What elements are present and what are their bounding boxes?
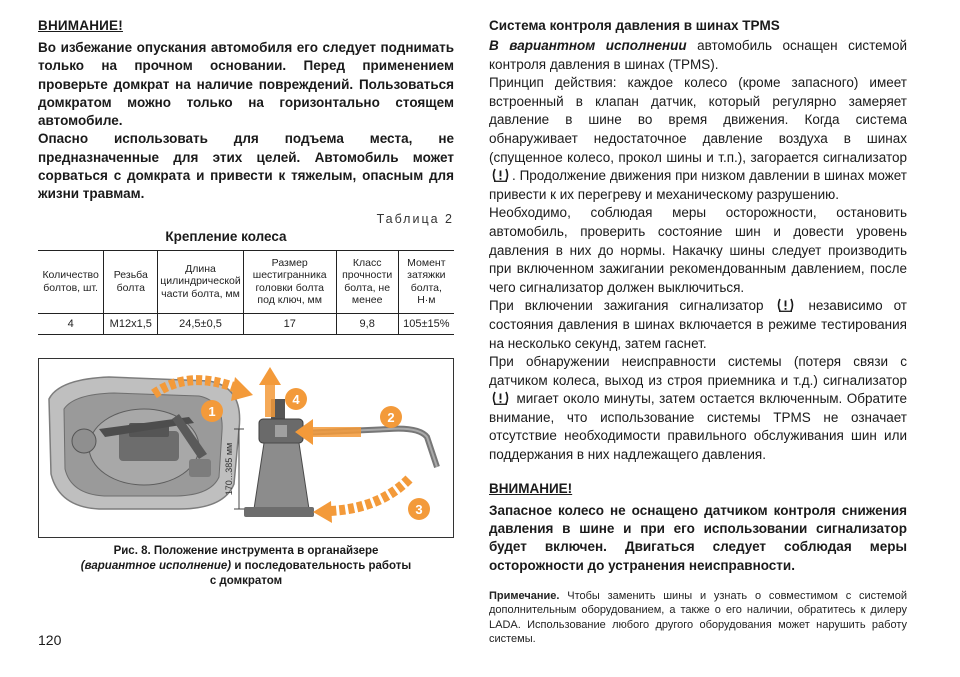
- figure-caption-rest: и последовательность работы: [231, 560, 412, 572]
- right-column: [489, 18, 907, 646]
- warning-text-right: Запасное колесо не оснащено датчиком контроля снижения давления в шине и при его использовании сигнализатор будет включен. Двигаться следует соблюдая меры осторожности до устранения неисправности.: [489, 502, 907, 573]
- table-cell: 4: [38, 313, 104, 334]
- warning-paragraph-1: Во избежание опускания автомобиля его следует поднимать только на прочном основании. Перед применением проверьте домкрат на наличие повреждений. Пользоваться домкратом можно только на горизонтально стоящем автомобиле.: [38, 40, 454, 129]
- paragraph-4: При включении зажигания сигнализатор независимо от состояния давления в шинах включается в режиме тестирования на несколько секунд, затем гаснет.: [489, 298, 907, 351]
- organizer-tray: [49, 377, 240, 509]
- note-text: Чтобы заменить шины и узнать о совместимом с системой дополнительным оборудованием, а также о его наличии, обратитесь к дилеру LADA. Использование любого другого оборудования может нарушить работу системы.: [489, 589, 907, 646]
- arrow-3: [313, 479, 430, 523]
- figure-caption-line-1: Рис. 8. Положение инструмента в органайзере: [113, 545, 379, 557]
- tire-pressure-warning-icon: [491, 391, 510, 405]
- table-title: Крепление колеса: [165, 228, 287, 244]
- callout-4: 4: [292, 392, 300, 407]
- wheel-fastening-table: [38, 250, 454, 335]
- table-cell: 105±15%: [398, 313, 454, 334]
- table-cell: M12x1,5: [104, 313, 158, 334]
- jack-illustration: [39, 359, 454, 538]
- left-column: [38, 18, 454, 335]
- table-cell: 9,8: [336, 313, 398, 334]
- jack-figure: [38, 358, 454, 538]
- table-header-cell: Резьба болта: [104, 250, 158, 313]
- table-header-cell: Длина цилиндрической части болта, мм: [158, 250, 243, 313]
- table-header-cell: Размер шестигранника головки болта под ключ, мм: [243, 250, 336, 313]
- arrow-2: [295, 406, 402, 445]
- page-number: 120: [38, 632, 62, 648]
- figure-caption-line-3: с домкратом: [209, 575, 283, 587]
- jack: [244, 399, 314, 517]
- callout-2: 2: [387, 410, 395, 425]
- warning-paragraph-2: Опасно использовать для подъема места, не предназначенные для этих целей. Автомобиль может сорваться с домкрата и привести к тяжелым, опасным для жизни травмам.: [38, 131, 454, 202]
- table-cell: 17: [243, 313, 336, 334]
- tire-pressure-warning-icon: [776, 298, 795, 312]
- table-header-row: [38, 250, 454, 313]
- figure-caption-line-2: [38, 559, 454, 574]
- tire-pressure-warning-icon: [491, 168, 510, 182]
- paragraph-2: Принцип действия: каждое колесо (кроме запасного) имеет встроенный в клапан датчик, который регулярно замеряет давление в шине во время движения. Когда система обнаруживает недостаточное давление воздуха в шинах (спущенное колесо, прокол шины и т.п.), загорается сигнализатор. Продолжение движения при низком давлении в шинах может привести к их перегреву и механическому разрушению.: [489, 75, 907, 202]
- warning-title: ВНИМАНИЕ!: [38, 18, 123, 33]
- warning-title-right: ВНИМАНИЕ!: [489, 480, 573, 496]
- table-header-cell: Количество болтов, шт.: [38, 250, 104, 313]
- note-label: Примечание.: [489, 589, 560, 602]
- callout-3: 3: [415, 502, 423, 517]
- table-header-cell: Момент затяжки болта, Н·м: [398, 250, 454, 313]
- figure-caption: [38, 544, 454, 589]
- dimension-label: 170...385 мм: [224, 442, 234, 496]
- callout-1: 1: [208, 404, 216, 419]
- paragraph-5: При обнаружении неисправности системы (потеря связи с датчиком колеса, выход из строя приемника и т.д.) сигнализатор мигает около минуты, затем остается включенным. Обратите внимание, что использование системы TPMS не означает отсутствие необходимости правильного обслуживания шин или поддержания в них надлежащего давления.: [489, 354, 907, 463]
- table-caption: Таблица 2: [376, 211, 454, 226]
- paragraph-1-emphasis: В вариантном исполнении: [489, 38, 687, 53]
- table-row: [38, 313, 454, 334]
- paragraph-3: Необходимо, соблюдая меры осторожности, остановить автомобиль, проверить состояние шин и довести уровень давления в них до нормы. Накачку шины следует производить при включенном зажигании рекомендованным давлением, после чего сигнализатор должен выключиться.: [489, 205, 907, 295]
- note: [489, 589, 907, 647]
- table-cell: 24,5±0,5: [158, 313, 243, 334]
- paragraph-1: В вариантном исполнении автомобиль оснащен системой контроля давления в шинах (TPMS).: [489, 38, 908, 72]
- figure-caption-italic: (вариантное исполнение): [80, 560, 232, 572]
- table-header-cell: Класс прочности болта, не менее: [336, 250, 398, 313]
- section-title: Система контроля давления в шинах TPMS: [489, 18, 780, 33]
